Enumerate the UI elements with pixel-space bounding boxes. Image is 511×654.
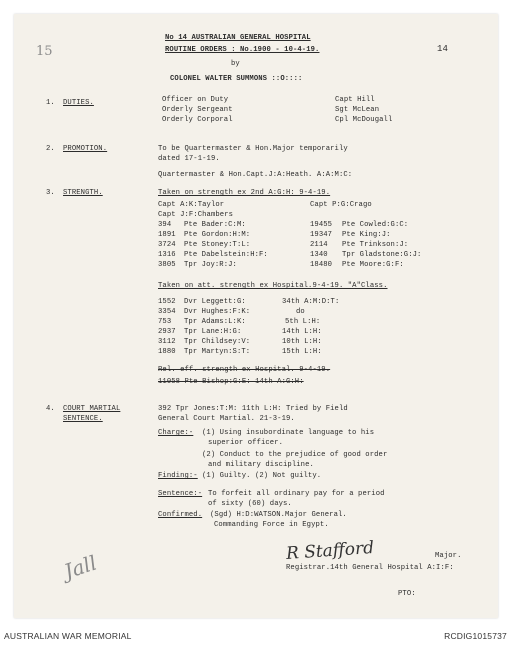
attached-row-unit: 34th A:M:D:T:: [282, 298, 340, 306]
court-martial-line: General Court Martial. 21-3-19.: [158, 415, 295, 423]
strength-row-number: 19455: [310, 221, 333, 229]
court-martial-number: 4.: [46, 405, 55, 413]
signature-rank: Major.: [435, 552, 462, 560]
strength-row-number: 1316: [158, 251, 176, 259]
attached-row-unit: do: [296, 308, 305, 316]
confirmed-label: Confirmed.: [158, 511, 203, 519]
finding-label: Finding:-: [158, 472, 198, 480]
strength-row-number: 394: [158, 221, 172, 229]
attached-strength-heading: Taken on att. strength ex Hospital.9-4-19. "A"Class.: [158, 282, 388, 290]
page-number: 14: [437, 44, 449, 54]
by-line: by: [231, 60, 240, 68]
colonel-line: COLONEL WALTER SUMMONS ::O::::: [170, 75, 303, 83]
strength-row-number: 2114: [310, 241, 328, 249]
hospital-heading: No 14 AUSTRALIAN GENERAL HOSPITAL: [165, 34, 311, 42]
promotion-number: 2.: [46, 145, 55, 153]
strength-row-name: Tpr Gladstone:G:J:: [342, 251, 422, 259]
attached-row-name: Dvr Hughes:F:K:: [184, 308, 251, 316]
attached-row-unit: 10th L:H:: [282, 338, 322, 346]
attached-row-number: 3354: [158, 308, 176, 316]
strength-row-number: 1891: [158, 231, 176, 239]
strength-row-name: Pte Stoney:T:L:: [184, 241, 251, 249]
strength-heading: STRENGTH.: [63, 189, 103, 197]
pto-note: PTO:: [398, 590, 416, 598]
promotion-line: Quartermaster & Hon.Capt.J:A:Heath. A:A:M:C:: [158, 171, 353, 179]
duty-name: Sgt McLean: [335, 106, 380, 114]
sentence-text: of sixty (60) days.: [208, 500, 292, 508]
routine-orders-heading: ROUTINE ORDERS : No.1900 - 10-4-19.: [165, 46, 320, 54]
sentence-text: To forfeit all ordinary pay for a period: [208, 490, 385, 498]
duty-role: Officer on Duty: [162, 96, 229, 104]
attached-row-number: 1880: [158, 348, 176, 356]
signature-title: Registrar.14th General Hospital A:I:F:: [286, 564, 454, 572]
attached-row-number: 2937: [158, 328, 176, 336]
footer-id: RCDIG1015737: [444, 631, 507, 641]
attached-row-name: Tpr Childsey:V:: [184, 338, 251, 346]
officer-entry: Capt P:G:Crago: [310, 201, 372, 209]
strength-row-name: Pte Dabelstein:H:F:: [184, 251, 268, 259]
attached-row-unit: 15th L:H:: [282, 348, 322, 356]
footer-source: AUSTRALIAN WAR MEMORIAL: [4, 631, 132, 641]
court-martial-heading: COURT MARTIAL: [63, 405, 121, 413]
strength-row-name: Pte Moore:G:F:: [342, 261, 404, 269]
strength-row-number: 18480: [310, 261, 333, 269]
strength-row-name: Pte King:J:: [342, 231, 391, 239]
strength-number: 3.: [46, 189, 55, 197]
duties-number: 1.: [46, 99, 55, 107]
charge-text: superior officer.: [208, 439, 284, 447]
promotion-heading: PROMOTION.: [63, 145, 108, 153]
strength-row-number: 3805: [158, 261, 176, 269]
struck-entry: 11058 Pte Bishop:G:E: 14th A:G:H:: [158, 378, 304, 386]
attached-row-unit: 14th L:H:: [282, 328, 322, 336]
taken-on-strength-heading: Taken on strength ex 2nd A:G:H: 9-4-19.: [158, 189, 331, 197]
duty-role: Orderly Corporal: [162, 116, 233, 124]
attached-row-number: 1552: [158, 298, 176, 306]
confirmed-text: Commanding Force in Egypt.: [214, 521, 329, 529]
attached-row-unit: 5th L:H:: [285, 318, 321, 326]
duty-name: Cpl McDougall: [335, 116, 393, 124]
struck-heading: Rel. eff. strength ex Hospital. 9-4-19.: [158, 366, 331, 374]
margin-number: 15: [36, 44, 53, 59]
attached-row-number: 753: [158, 318, 172, 326]
strength-row-name: Pte Bader:C:M:: [184, 221, 246, 229]
sentence-heading: SENTENCE.: [63, 415, 103, 423]
confirmed-text: (Sgd) H:D:WATSON.Major General.: [210, 511, 347, 519]
strength-row-name: Pte Trinkson:J:: [342, 241, 409, 249]
strength-row-name: Pte Gordon:H:M:: [184, 231, 251, 239]
attached-row-name: Tpr Martyn:S:T:: [184, 348, 251, 356]
attached-row-name: Dvr Leggett:G:: [184, 298, 246, 306]
strength-row-name: Tpr Joy:R:J:: [184, 261, 237, 269]
finding-text: (1) Guilty. (2) Not guilty.: [202, 472, 322, 480]
strength-row-number: 3724: [158, 241, 176, 249]
strength-row-number: 1340: [310, 251, 328, 259]
charge-text: (2) Conduct to the prejudice of good order: [202, 451, 388, 459]
attached-row-name: Tpr Adams:L:K:: [184, 318, 246, 326]
handwritten-signature: R Stafford: [285, 537, 375, 565]
duty-name: Capt Hill: [335, 96, 375, 104]
charge-label: Charge:-: [158, 429, 194, 437]
promotion-line: To be Quartermaster & Hon.Major temporarily: [158, 145, 348, 153]
promotion-line: dated 17-1-19.: [158, 155, 220, 163]
charge-text: and military discipline.: [208, 461, 314, 469]
strength-row-number: 19347: [310, 231, 333, 239]
strength-row-name: Pte Cowled:G:C:: [342, 221, 409, 229]
pencil-annotation: Jall: [61, 550, 100, 584]
attached-row-number: 3112: [158, 338, 176, 346]
duty-role: Orderly Sergeant: [162, 106, 233, 114]
duties-heading: DUTIES.: [63, 99, 94, 107]
charge-text: (1) Using insubordinate language to his: [202, 429, 375, 437]
attached-row-name: Tpr Lane:H:G:: [184, 328, 242, 336]
officer-entry: Capt J:F:Chambers: [158, 211, 234, 219]
sentence-label: Sentence:-: [158, 490, 203, 498]
court-martial-line: 392 Tpr Jones:T:M: 11th L:H: Tried by Field: [158, 405, 348, 413]
officer-entry: Capt A:K:Taylor: [158, 201, 225, 209]
